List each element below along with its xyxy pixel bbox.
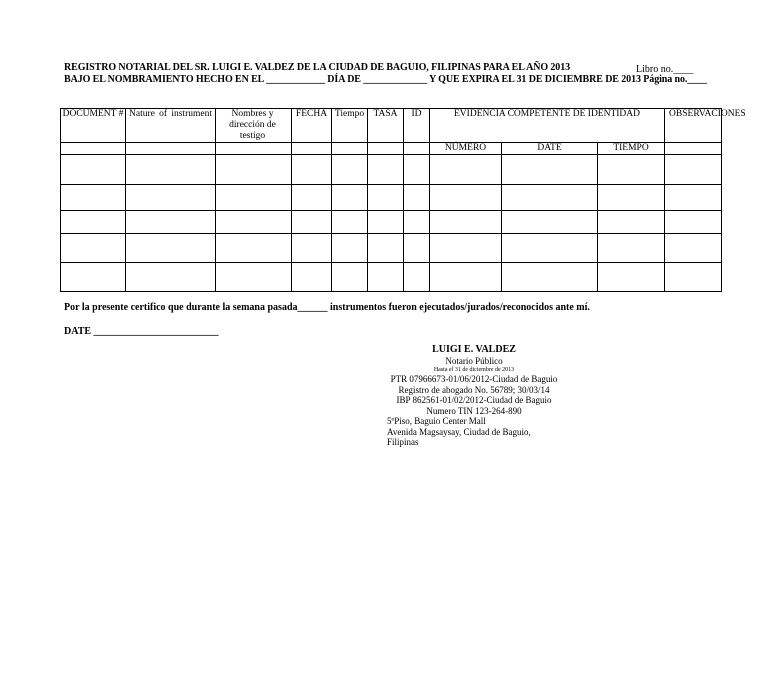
- col-evidencia: EVIDENCIA COMPETENTE DE IDENTIDAD: [430, 109, 665, 143]
- notary-title: Notario Público: [445, 355, 503, 366]
- notarial-register-table: [60, 108, 746, 292]
- notary-name: LUIGI E. VALDEZ: [432, 344, 516, 355]
- table-row: [61, 211, 722, 234]
- sub-numero: NÚMERO: [430, 143, 502, 155]
- office-floor: 5ºPiso, Baguio Center Mall: [387, 416, 486, 426]
- sub-tiempo: TIEMPO: [598, 143, 665, 155]
- col-nature-word: Nature: [129, 109, 155, 119]
- office-address: Avenida Magsaysay, Ciudad de Baguio, Filipinas: [387, 426, 531, 447]
- sub-date: DATE: [502, 143, 598, 155]
- table-row: [61, 185, 722, 211]
- col-document: DOCUMENT #: [61, 109, 126, 143]
- col-nature: [126, 109, 216, 143]
- col-tasa: TASA: [368, 109, 404, 143]
- notary-signature-block: [384, 345, 564, 448]
- tin-number: Numero TIN 123-264-890: [426, 405, 522, 416]
- table-row: [61, 155, 722, 185]
- col-observaciones: [665, 109, 746, 143]
- libro-number: Libro no.____: [636, 64, 694, 75]
- certification-text: Por la presente certifico que durante la semana pasada______ instrumentos fueron ejecutados/jurados/reconocidos ante mí.: [64, 302, 590, 313]
- col-tiempo: Tiempo: [332, 109, 368, 143]
- commission-until: Hasta el 31 de diciembre de 2013: [433, 367, 515, 373]
- col-id: ID: [404, 109, 430, 143]
- header-row: [61, 109, 722, 143]
- date-line: DATE _________________________: [64, 326, 219, 337]
- registro-abogado: Registro de abogado No. 56789; 30/03/14: [398, 384, 550, 395]
- col-fecha: FECHA: [292, 109, 332, 143]
- col-observaciones-label: OBSERVACIONES: [669, 109, 746, 119]
- col-nature-word: instrument: [171, 109, 212, 119]
- table-row: [61, 234, 722, 263]
- header-line-2: BAJO EL NOMBRAMIENTO HECHO EN EL ____________ DÍA DE _____________ Y QUE EXPIRA EL 31 DE DICIEMBRE DE 2013 Página no.____: [64, 74, 707, 85]
- ibp-number: IBP 862561-01/02/2012-Ciudad de Baguio: [396, 395, 552, 405]
- col-nombres: Nombres y dirección de testigo: [216, 109, 292, 143]
- table-row: [61, 263, 722, 292]
- ptr-number: PTR 07966673-01/06/2012-Ciudad de Baguio: [390, 374, 558, 384]
- col-nature-word: of: [159, 109, 168, 119]
- subheader-row: [61, 143, 722, 155]
- header-line-1: REGISTRO NOTARIAL DEL SR. LUIGI E. VALDEZ DE LA CIUDAD DE BAGUIO, FILIPINAS PARA EL AÑO 2013: [64, 62, 571, 73]
